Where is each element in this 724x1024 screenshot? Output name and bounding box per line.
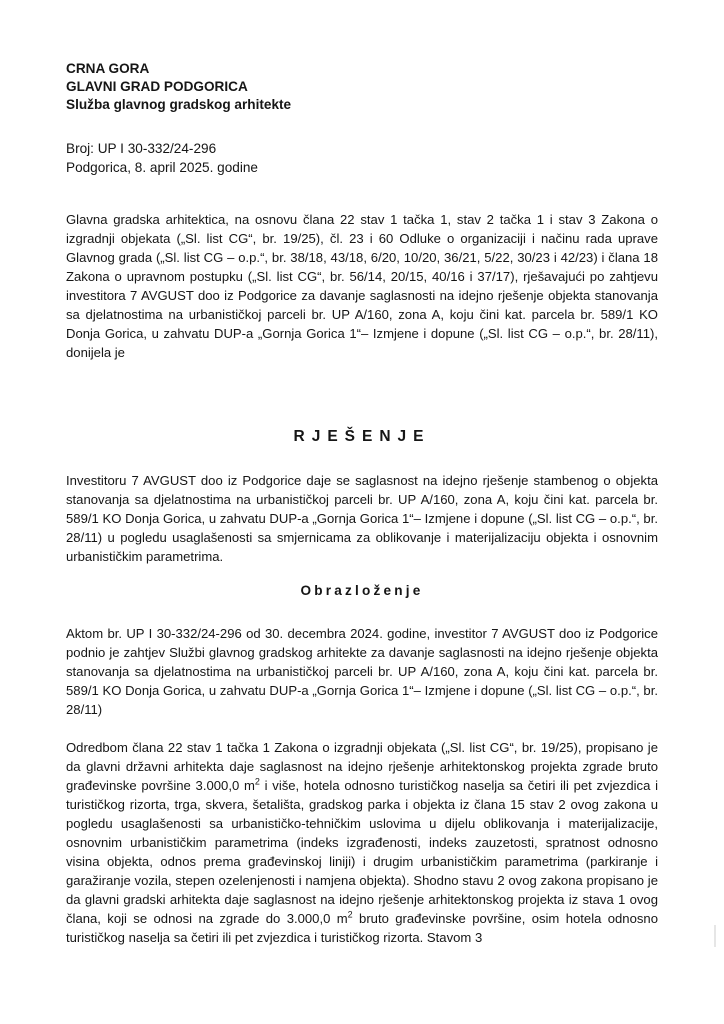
reasoning-title: Obrazloženje <box>300 583 424 598</box>
header-city: GLAVNI GRAD PODGORICA <box>66 79 248 94</box>
reasoning-text-3: bruto građevinske površine, osim hotela odnosno turističkog naselja sa četiri ili pet zvjezdica i turističkog rizorta. Stavom 3 <box>66 911 658 945</box>
decision-paragraph: Investitoru 7 AVGUST doo iz Podgorice daje se saglasnost na idejno rješenje stambenog o objekta stanovanja sa djelatnostima na urbanističkoj parceli br. UP A/160, zona A, koju čini kat. parcela br. 589/1 KO Donja Gorica, u zahvatu DUP-a „Gornja Gorica 1“– Izmjene i dopune („Sl. list CG – o.p.“, br. 28/11) u pogledu usaglašenosti sa smjernicama za oblikovanje i materijalizaciju objekta i osnovnim urbanističkim parametrima. <box>66 473 658 564</box>
superscript-1: 2 <box>254 776 260 787</box>
document-meta <box>66 139 258 177</box>
reasoning-text-1: Odredbom člana 22 stav 1 tačka 1 Zakona o izgradnji objekata („Sl. list CG“, br. 19/25), propisano je da glavni državni arhitekta daje saglasnost na idejno rješenje arhitektonskog projekta zgrade bruto građevinske površine 3.000,0 m <box>66 740 658 793</box>
document-header <box>66 60 291 114</box>
case-number: Broj: UP I 30-332/24-296 <box>66 141 217 156</box>
header-office: Služba glavnog gradskog arhitekte <box>66 97 292 112</box>
header-country: CRNA GORA <box>66 61 150 76</box>
place-date: Podgorica, 8. april 2025. godine <box>66 160 258 175</box>
scan-edge-mark <box>714 925 716 947</box>
reasoning-paragraph-1: Aktom br. UP I 30-332/24-296 od 30. decembra 2024. godine, investitor 7 AVGUST doo iz Podgorice podnio je zahtjev Službi glavnog gradskog arhitekte za davanje saglasnosti na idejno rješenje objekta stanovanja sa djelatnostima na urbanističkoj parceli br. UP A/160, zona A, koju čini kat. parcela br. 589/1 KO Donja Gorica, u zahvatu DUP-a „Gornja Gorica 1“– Izmjene i dopune („Sl. list CG – o.p.“, br. 28/11) <box>66 626 658 717</box>
superscript-2: 2 <box>347 909 353 920</box>
decision-title: RJEŠENJE <box>293 428 431 445</box>
reasoning-text-2: i više, hotela odnosno turističkog naselja sa četiri ili pet zvjezdica i turističkog rizorta, trga, skvera, šetališta, gradskog parka i objekta iz člana 15 stav 2 ovog zakona u pogledu usaglašenosti sa urbanističko-tehničkim uslovima u dijelu oblikovanja i materijalizacije, osnovnim urbanističkim parametrima (indeks izgrađenosti, indeks zauzetosti, spratnost odnosno visina objekta, odnos prema građevinskoj liniji) i drugim urbanističkim parametrima (parkiranje i garažiranje vozila, stepen ozelenjenosti i namjena objekta). Shodno stavu 2 ovog zakona propisano je da glavni gradski arhitekta daje saglasnost na idejno rješenje arhitektonskog projekta iz stava 1 ovog člana, koji se odnosi na zgrade do 3.000,0 m <box>66 778 659 926</box>
intro-paragraph: Glavna gradska arhitektica, na osnovu člana 22 stav 1 tačka 1, stav 2 tačka 1 i stav 3 Zakona o izgradnji objekata („Sl. list CG“, br. 19/25), čl. 23 i 60 Odluke o organizaciji i načinu rada uprave Glavnog grada („Sl. list CG – o.p.“, br. 38/18, 43/18, 6/20, 10/20, 36/21, 5/22, 30/23 i 42/23) i člana 18 Zakona o upravnom postupku („Sl. list CG“, br. 56/14, 20/15, 40/16 i 37/17), rješavajući po zahtjevu investitora 7 AVGUST doo iz Podgorice za davanje saglasnosti na idejno rješenje objekta stanovanja sa djelatnostima na urbanističkoj parceli br. UP A/160, zona A, koju čini kat. parcela br. 589/1 KO Donja Gorica, u zahvatu DUP-a „Gornja Gorica 1“– Izmjene i dopune („Sl. list CG – o.p.“, br. 28/11), donijela je <box>66 212 658 360</box>
reasoning-paragraph-2 <box>66 738 658 947</box>
